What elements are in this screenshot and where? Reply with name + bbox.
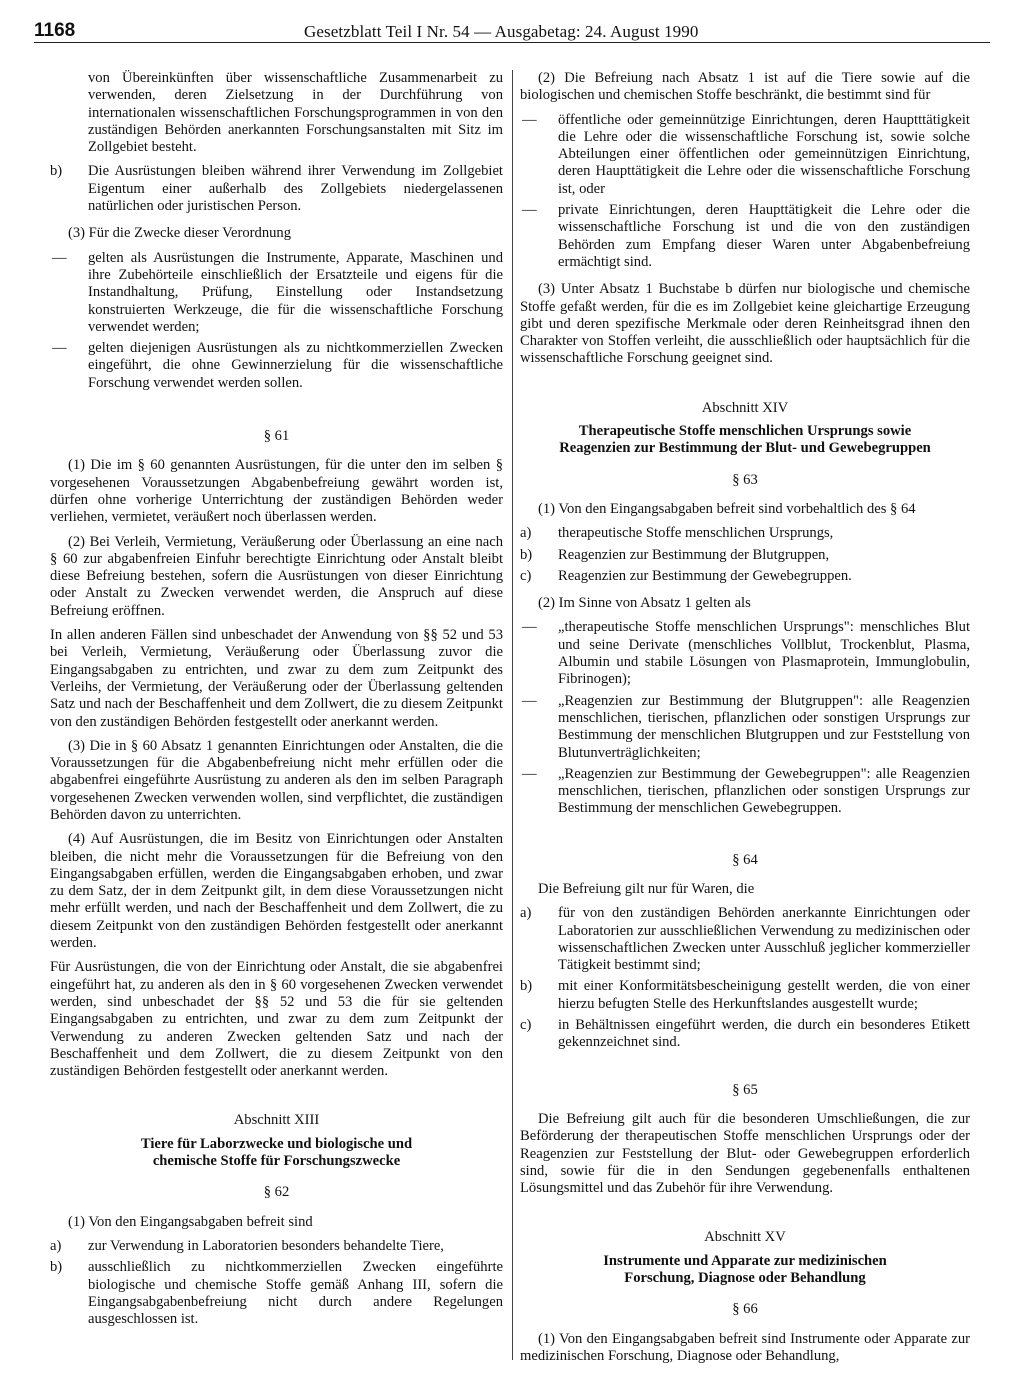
right-column [520,70,970,1372]
list-item-text: private Einrichtungen, deren Haupttätigkeit die Lehre oder die wissenschaftliche Forschung ist und die von den zuständigen Behörden zum Empfang dieser Waren unter Abgabenbefreiung ermächtigt sind. [558,202,970,270]
section-heading: § 63 [732,471,758,488]
list-marker: a) [50,1237,62,1254]
list-item-text: gelten als Ausrüstungen die Instrumente, Apparate, Maschinen und ihre Zubehörteile einschließlich der Ersatzteile und eigens für die Instandhaltung, Prüfung, Einstellung oder Instandsetzung konstruierten Werkzeuge, die für die wissenschaftliche Forschung verwendet werden; [88,249,503,335]
list-item [520,693,970,762]
list-item [520,547,970,564]
list-item [520,978,970,1013]
paragraph: (3) Die in § 60 Absatz 1 genannten Einrichtungen oder Anstalten, die die Voraussetzungen für die Abgabenbefreiung nicht mehr erfüllen oder die abgabenfrei eingeführte Ausrüstung zu anderen als den im selben Paragraph vorgesehenen Zwecken verwenden wollen, sind verpflichtet, die zuständigen Behörden davon zu unterrichten. [50,737,503,823]
list-item-text: gelten diejenigen Ausrüstungen als zu nichtkommerziellen Zwecken eingeführt, die ohne Gewinnerzielung für die wissenschaftliche Forschung verwendet werden sollen. [88,340,503,391]
column-divider [512,70,513,1360]
dash-marker: — [52,340,67,357]
dash-marker: — [522,692,537,709]
list-item [50,1238,503,1255]
dash-marker: — [522,765,537,782]
paragraph: Für Ausrüstungen, die von der Einrichtung oder Anstalt, die sie abgabenfrei eingeführt hat, zu anderen als den in § 60 vorgesehenen Zwecken verwendet werden, sind unbeschadet der §§ 52 und 53 die für sie geltenden Eingangsabgaben zu entrichten, und zwar zu dem zum Zeitpunkt der Verwendung zu anderen Zwecken geltenden Satz und nach der Beschaffenheit und dem Zollwert, die zu diesem Zeitpunkt von den zuständigen Behörden festgestellt oder anerkannt werden. [50,959,503,1080]
list-marker: a) [520,905,532,922]
list-item [50,340,503,392]
paragraph: Die Befreiung gilt auch für die besonderen Umschließungen, die zur Beförderung der therapeutischen Stoffe menschlichen Ursprungs oder der Reagenzien zur Feststellung der Blut- oder Gewebegruppen erforderlich sind, sowie für die in den Sendungen gegebenenfalls enthaltenen Lösungsmittel und das Zubehör für ihre Verwendung. [520,1110,970,1197]
section-heading: § 66 [732,1301,758,1318]
paragraph: (3) Für die Zwecke dieser Verordnung [68,225,292,242]
paragraph: (1) Von den Eingangsabgaben befreit sind [68,1213,313,1230]
paragraph: von Übereinkünften über wissenschaftliche Zusammenarbeit zu verwenden, deren Zielsetzung in der Durchführung von internationalen wissenschaftlichen Forschungsprogrammen in von den zuständigen Behörden anerkannten Forschungsanstalten mit Sitz im Zollgebiet besteht. [88,70,503,156]
list-item-text: ausschließlich zu nichtkommerziellen Zwecken eingeführte biologische und chemische Stoffe gemäß Anhang III, sofern die Eingangsabgabenbefreiung nicht durch andere Regelungen ausgeschlossen ist. [88,1259,503,1328]
list-item [520,112,970,198]
list-item-text: für von den zuständigen Behörden anerkannte Einrichtungen oder Laboratorien zur ausschließlichen Verwendung zu medizinischen oder wissenschaftlichen Zwecken unter Ausschluß jeglicher kommerzieller Tätigkeit bestimmt sind; [558,905,970,974]
list-item-text: Reagenzien zur Bestimmung der Blutgruppen, [558,546,830,563]
chapter-title-line: chemische Stoffe für Forschungszwecke [152,1153,401,1170]
dash-marker: — [52,249,67,266]
list-item [520,619,970,688]
chapter-title [520,423,970,458]
paragraph: (2) Die Befreiung nach Absatz 1 ist auf die Tiere sowie auf die biologischen und chemischen Stoffe beschränkt, die bestimmt sind für [520,70,970,104]
chapter-heading: Abschnitt XIII [233,1112,320,1129]
dash-marker: — [522,111,537,128]
page-header [34,8,990,43]
paragraph: Die Befreiung gilt nur für Waren, die [538,880,755,897]
list-item [50,250,503,336]
list-item-text: Die Ausrüstungen bleiben während ihrer Verwendung im Zollgebiet Eigentum einer außerhalb des Zollgebiets niedergelassenen natürlichen oder juristischen Person. [88,163,503,215]
list-marker: b) [50,163,63,180]
header-title: Gesetzblatt Teil I Nr. 54 — Ausgabetag: 24. August 1990 [304,22,699,41]
list-item-text: in Behältnissen eingeführt werden, die durch ein besonderes Etikett gekennzeichnet sind. [558,1017,970,1051]
list-marker: b) [50,1259,63,1276]
list-item-text: therapeutische Stoffe menschlichen Ursprungs, [558,525,834,542]
section-heading: § 62 [263,1184,290,1201]
list-item [520,568,970,585]
list-marker: c) [520,1017,532,1034]
chapter-title-line: Tiere für Laborzwecke und biologische und [140,1135,413,1152]
paragraph: (2) Bei Verleih, Vermietung, Veräußerung oder Überlassung an eine nach § 60 zur abgabenfreien Einfuhr berechtigte Einrichtung oder Anstalt bleibt diese Befreiung bestehen, sofern die Ausrüstungen von dieser Einrichtung oder Anstalt zu Zwecken verwendet werden, die Anspruch auf diese Befreiung eröffnen. [50,533,503,619]
paragraph: (1) Die im § 60 genannten Ausrüstungen, für die unter den im selben § vorgesehenen Voraussetzungen Abgabenbefreiung gewährt worden ist, dürfen ohne vorherige Unterrichtung der zuständigen Behörden weder verliehen, vermietet, veräußert noch überlassen werden. [50,457,503,526]
paragraph: (4) Auf Ausrüstungen, die im Besitz von Einrichtungen oder Anstalten bleiben, die nicht mehr die Voraussetzungen für die Befreiung von den Eingangsabgaben erfüllen, werden die Eingangsabgaben erhoben, und zwar zu dem Satz, der in dem Zeitpunkt gilt, in dem diese Voraussetzungen nicht mehr erfüllt werden, und nach der Beschaffenheit und dem Zollwert, die zu diesem Zeitpunkt von den zuständigen Behörden festgestellt oder anerkannt werden. [50,831,503,952]
page-number: 1168 [34,20,76,41]
paragraph: (1) Von den Eingangsabgaben befreit sind Instrumente oder Apparate zur medizinischen Forschung, Diagnose oder Behandlung, [520,1330,970,1364]
list-item-text: „Reagenzien zur Bestimmung der Blutgruppen": alle Reagenzien menschlichen, tierischen, pflanzlichen oder sonstigen Ursprungs zur Bestimmung der menschlichen Blutgruppen und zur Feststellung von Blutunverträglichkeiten; [558,692,970,761]
chapter-title [50,1136,503,1171]
list-marker: b) [520,978,533,995]
list-item-text: mit einer Konformitätsbescheinigung gestellt werden, die von einer hierzu befugten Stelle des Herkunftslandes ausgestellt wurde; [558,978,970,1012]
section-heading: § 64 [732,851,758,868]
list-item [520,202,970,271]
paragraph: (3) Unter Absatz 1 Buchstabe b dürfen nur biologische und chemische Stoffe gefaßt werden, für die es im Zollgebiet keine gleichartige Erzeugung gibt und deren spezifische Merkmale oder deren Reinheitsgrad ihnen den Charakter von Stoffen verleiht, die ausschließlich oder hauptsächlich für die wissenschaftliche Forschung geeignet sind. [520,281,970,367]
chapter-title-line: Forschung, Diagnose oder Behandlung [624,1270,866,1287]
left-column [50,70,503,1332]
paragraph: (1) Von den Eingangsabgaben befreit sind vorbehaltlich des § 64 [538,500,916,517]
list-item [520,905,970,974]
section-heading: § 61 [263,428,290,445]
paragraph: In allen anderen Fällen sind unbeschadet der Anwendung von §§ 52 und 53 bei Verleih, Vermietung, Veräußerung oder Überlassung zuvor die Eingangsabgaben zu entrichten, und zwar zu dem zum Zeitpunkt des Verleihs, der Vermietung, der Veräußerung oder der Überlassung geltenden Satz und nach der Beschaffenheit und dem Zollwert, die zu diesem Zeitpunkt von den zuständigen Behörden festgestellt oder anerkannt werden. [50,627,503,730]
chapter-title-line: Reagenzien zur Bestimmung der Blut- und Gewebegruppen [559,440,931,457]
list-marker: b) [520,546,533,563]
dash-marker: — [522,619,537,636]
list-item [520,1017,970,1052]
list-item-text: zur Verwendung in Laboratorien besonders behandelte Tiere, [88,1237,444,1254]
chapter-title-line: Therapeutische Stoffe menschlichen Ursprungs sowie [578,423,912,440]
chapter-heading: Abschnitt XV [704,1229,786,1246]
chapter-title-line: Instrumente und Apparate zur medizinischen [603,1252,887,1269]
list-item-text: Reagenzien zur Bestimmung der Gewebegruppen. [558,567,852,584]
list-item [520,766,970,818]
list-item-text: öffentliche oder gemeinnützige Einrichtungen, deren Hauptttätigkeit die Lehre oder die wissenschaftliche Forschung ist, sowie solche Abteilungen einer öffentlichen oder gemeinnützigen Einrichtung, deren Haupttätigkeit die Lehre oder die wissenschaftliche Forschung ist, oder [558,111,970,197]
list-item [520,525,970,542]
list-item-text: „Reagenzien zur Bestimmung der Gewebegruppen": alle Reagenzien menschlichen, tierischen, pflanzlichen oder sonstigen Ursprungs zur Bestimmung der menschlichen Gewebegruppen. [558,765,970,817]
dash-marker: — [522,202,537,219]
section-heading: § 65 [732,1081,758,1098]
list-item [50,163,503,215]
list-marker: a) [520,525,532,542]
list-item-text: „therapeutische Stoffe menschlichen Ursprungs": menschliches Blut und seine Derivate (menschliches Vollblut, Trockenblut, Plasma, Albumin und stabile Lösungen von Plasmaprotein, Immunglobulin, Fibrinogen); [558,619,970,688]
list-item [50,1259,503,1328]
chapter-heading: Abschnitt XIV [701,399,789,416]
list-marker: c) [520,567,532,584]
paragraph: (2) Im Sinne von Absatz 1 gelten als [538,595,751,612]
chapter-title [520,1253,970,1288]
